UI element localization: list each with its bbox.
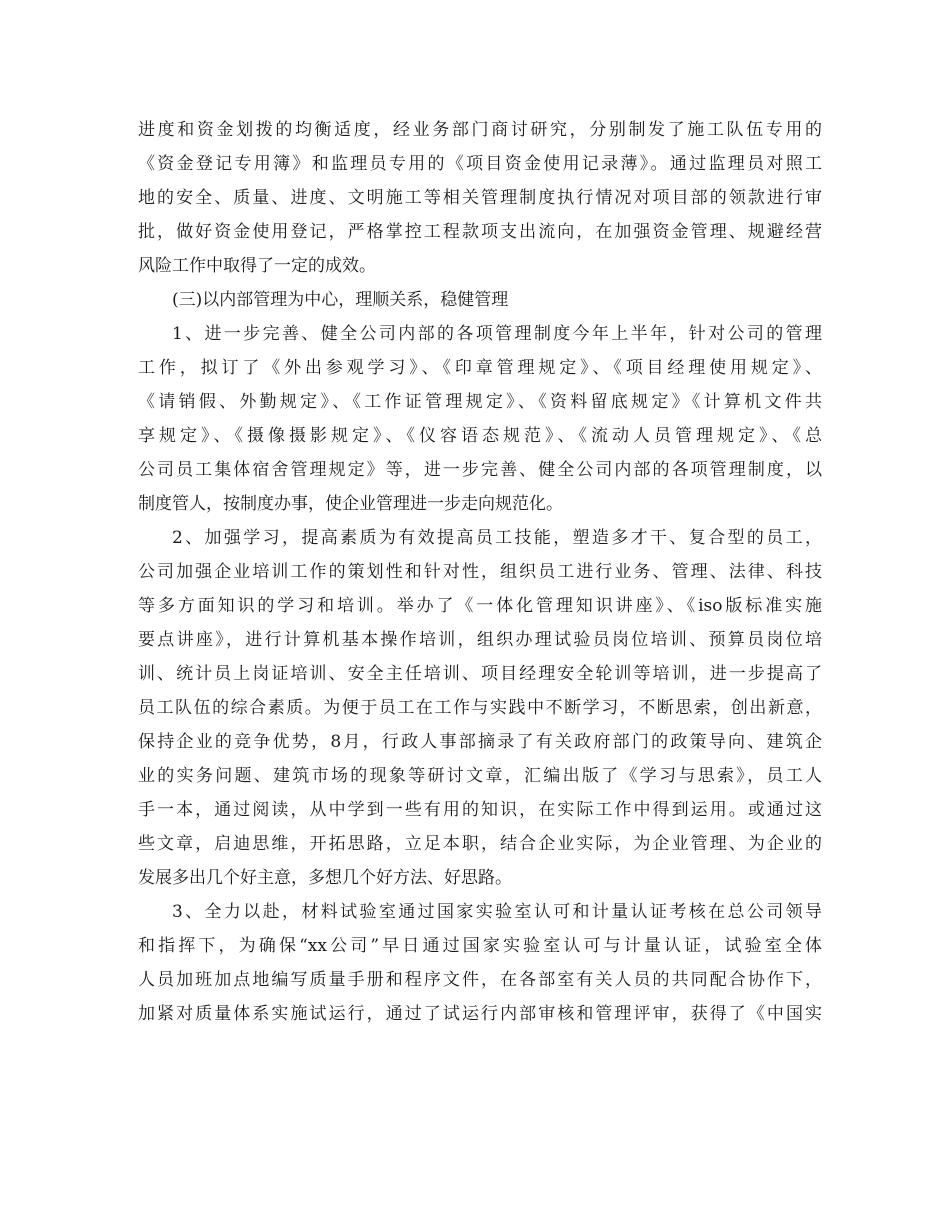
paragraph-line: 地的安全、质量、进度、文明施工等相关管理制度执行情况对项目部的领款进行审 xyxy=(138,188,822,208)
paragraph-line: 员工队伍的综合素质。为便于员工在工作与实践中不断学习，不断思索，创出新意， xyxy=(138,698,822,718)
paragraph-line: 公司员工集体宿舍管理规定》等，进一步完善、健全公司内部的各项管理制度，以 xyxy=(138,460,822,480)
paragraph-line: 保持企业的竞争优势，8月，行政人事部摘录了有关政府部门的政策导向、建筑企 xyxy=(138,732,822,752)
section-heading: (三)以内部管理为中心，理顺关系，稳健管理 xyxy=(172,290,509,310)
paragraph-line: 3、全力以赴，材料试验室通过国家实验室认可和计量认证考核在总公司领导 xyxy=(172,902,822,922)
paragraph-line: 业的实务问题、建筑市场的现象等研讨文章，汇编出版了《学习与思索》，员工人 xyxy=(138,766,822,786)
paragraph-line: 《资金登记专用簿》和监理员专用的《项目资金使用记录薄》。通过监理员对照工 xyxy=(138,154,822,174)
paragraph-line: 《请销假、外勤规定》、《工作证管理规定》、《资料留底规定》《计算机文件共 xyxy=(138,392,822,412)
paragraph-line: 加紧对质量体系实施试运行，通过了试运行内部审核和管理评审，获得了《中国实 xyxy=(138,1004,822,1024)
paragraph-line: 制度管人，按制度办事，使企业管理进一步走向规范化。 xyxy=(138,494,563,514)
document-page xyxy=(138,113,822,1031)
paragraph-line: 风险工作中取得了一定的成效。 xyxy=(138,256,376,276)
paragraph-line: 2、加强学习，提高素质为有效提高员工技能，塑造多才干、复合型的员工， xyxy=(172,528,822,548)
paragraph-line: 手一本，通过阅读，从中学到一些有用的知识，在实际工作中得到运用。或通过这 xyxy=(138,800,822,820)
paragraph-line: 要点讲座》，进行计算机基本操作培训，组织办理试验员岗位培训、预算员岗位培 xyxy=(138,630,822,650)
paragraph-line: 些文章，启迪思维，开拓思路，立足本职，结合企业实际，为企业管理、为企业的 xyxy=(138,834,822,854)
paragraph-line: 工作，拟订了《外出参观学习》、《印章管理规定》、《项目经理使用规定》、 xyxy=(138,358,822,378)
paragraph-line: 等多方面知识的学习和培训。举办了《一体化管理知识讲座》、《iso版标准实施 xyxy=(138,596,822,616)
paragraph-line: 享规定》、《摄像摄影规定》、《仪容语态规范》、《流动人员管理规定》、《总 xyxy=(138,426,822,446)
paragraph-line: 人员加班加点地编写质量手册和程序文件，在各部室有关人员的共同配合协作下， xyxy=(138,970,822,990)
paragraph-line: 和指挥下，为确保“xx公司”早日通过国家实验室认可与计量认证，试验室全体 xyxy=(138,936,822,956)
paragraph-line: 公司加强企业培训工作的策划性和针对性，组织员工进行业务、管理、法律、科技 xyxy=(138,562,822,582)
paragraph-line: 发展多出几个好主意，多想几个好方法、好思路。 xyxy=(138,868,512,888)
paragraph-line: 1、进一步完善、健全公司内部的各项管理制度今年上半年，针对公司的管理 xyxy=(172,324,822,344)
paragraph-line: 批，做好资金使用登记，严格掌控工程款项支出流向，在加强资金管理、规避经营 xyxy=(138,222,822,242)
paragraph-line: 训、统计员上岗证培训、安全主任培训、项目经理安全轮训等培训，进一步提高了 xyxy=(138,664,822,684)
paragraph-line: 进度和资金划拨的均衡适度，经业务部门商讨研究，分别制发了施工队伍专用的 xyxy=(138,120,822,140)
